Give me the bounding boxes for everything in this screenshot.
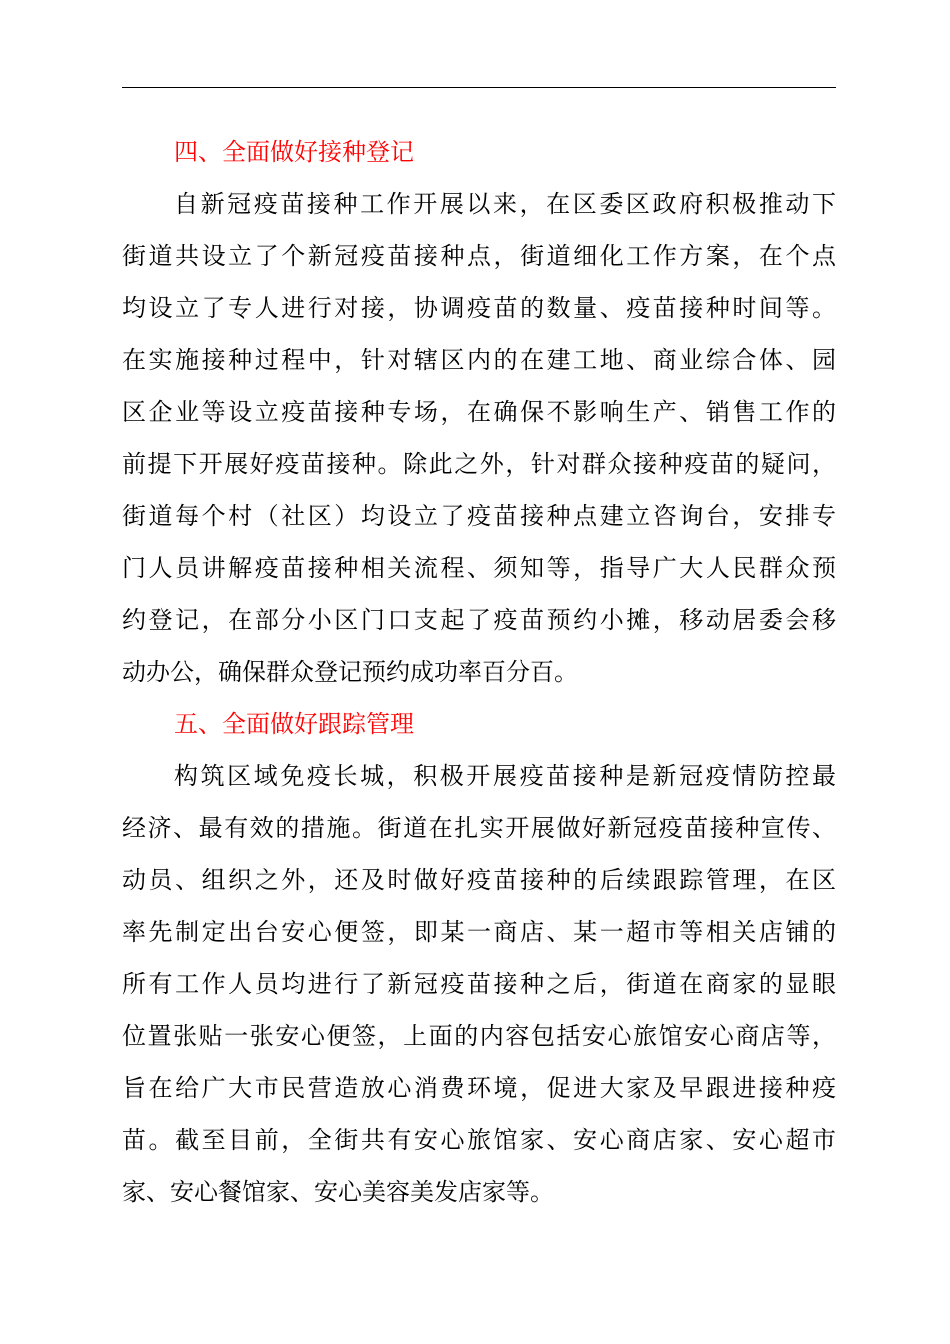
section-5-heading: 五、全面做好跟踪管理 <box>174 710 414 738</box>
paragraph-line: 区企业等设立疫苗接种专场，在确保不影响生产、销售工作的 <box>122 398 836 426</box>
paragraph-line: 率先制定出台安心便签，即某一商店、某一超市等相关店铺的 <box>122 918 836 946</box>
paragraph-line: 家、安心餐馆家、安心美容美发店家等。 <box>122 1178 554 1206</box>
section-5-paragraph <box>122 750 836 1218</box>
paragraph-line: 旨在给广大市民营造放心消费环境，促进大家及早跟进接种疫 <box>122 1074 836 1102</box>
paragraph-line: 所有工作人员均进行了新冠疫苗接种之后，街道在商家的显眼 <box>122 970 836 998</box>
paragraph-line: 动员、组织之外，还及时做好疫苗接种的后续跟踪管理，在区 <box>122 866 836 894</box>
paragraph-line: 构筑区域免疫长城，积极开展疫苗接种是新冠疫情防控最 <box>174 762 836 790</box>
paragraph-line: 街道共设立了个新冠疫苗接种点，街道细化工作方案，在个点 <box>122 242 836 270</box>
paragraph-line: 约登记，在部分小区门口支起了疫苗预约小摊，移动居委会移 <box>122 606 836 634</box>
paragraph-line: 经济、最有效的措施。街道在扎实开展做好新冠疫苗接种宣传、 <box>122 814 836 842</box>
paragraph-line: 位置张贴一张安心便签，上面的内容包括安心旅馆安心商店等， <box>122 1022 836 1050</box>
paragraph-line: 苗。截至目前，全街共有安心旅馆家、安心商店家、安心超市 <box>122 1126 836 1154</box>
paragraph-line: 在实施接种过程中，针对辖区内的在建工地、商业综合体、园 <box>122 346 836 374</box>
paragraph-line: 前提下开展好疫苗接种。除此之外，针对群众接种疫苗的疑问， <box>122 450 836 478</box>
section-4-heading: 四、全面做好接种登记 <box>174 138 414 166</box>
paragraph-line: 动办公，确保群众登记预约成功率百分百。 <box>122 658 578 686</box>
paragraph-line: 自新冠疫苗接种工作开展以来，在区委区政府积极推动下 <box>174 190 836 218</box>
section-4-paragraph <box>122 178 836 698</box>
document-body <box>122 126 836 1218</box>
paragraph-line: 街道每个村（社区）均设立了疫苗接种点建立咨询台，安排专 <box>122 502 836 530</box>
paragraph-line: 门人员讲解疫苗接种相关流程、须知等，指导广大人民群众预 <box>122 554 836 582</box>
paragraph-line: 均设立了专人进行对接，协调疫苗的数量、疫苗接种时间等。 <box>122 294 836 322</box>
header-rule <box>122 87 836 88</box>
